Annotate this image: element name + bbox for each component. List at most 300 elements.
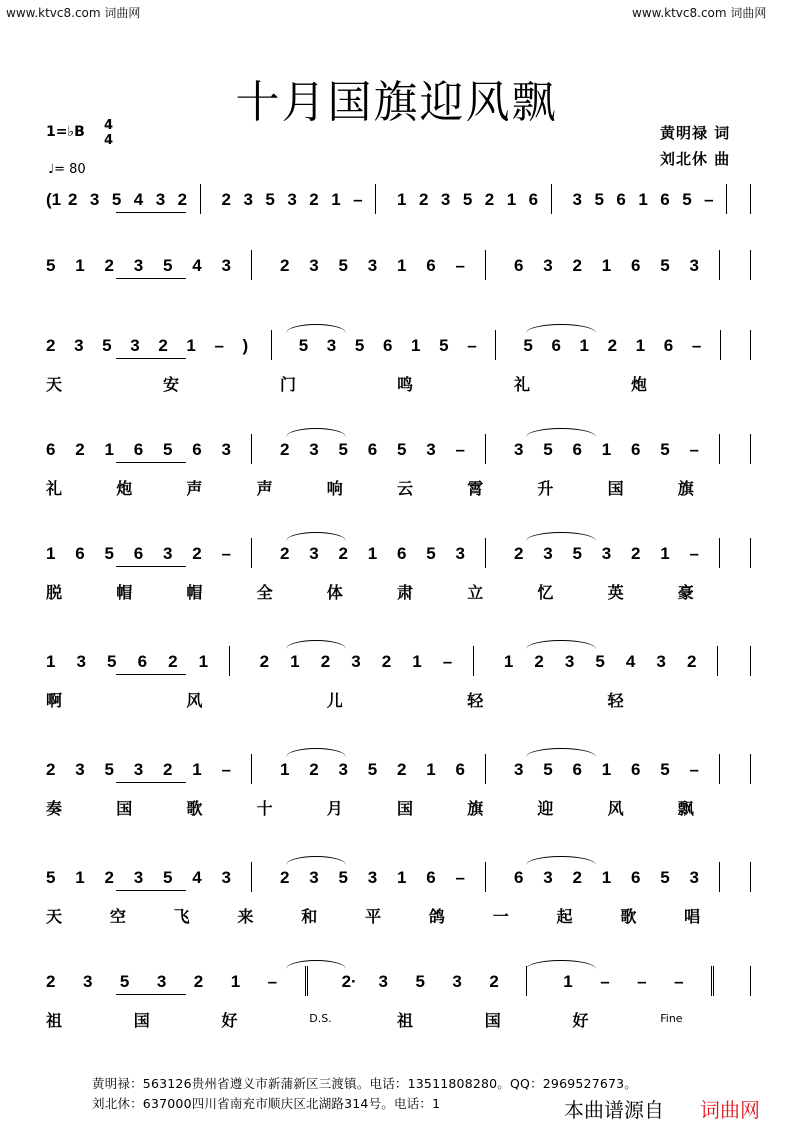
score-note: 6 [528, 190, 539, 209]
meter-top: 4 [104, 118, 114, 133]
score-note: 1 [367, 544, 378, 563]
barline [251, 538, 252, 568]
barline [375, 184, 376, 214]
barline [720, 330, 721, 360]
lyric-syllable: 好 [572, 1011, 589, 1030]
lyric-syllable: 安 [163, 375, 180, 394]
score-note: 3 [309, 440, 319, 459]
score-note: – [442, 652, 453, 671]
lyric-syllable: 月 [326, 799, 343, 818]
lyric-syllable: 炮 [116, 479, 133, 498]
score-note: 6 [660, 190, 670, 209]
lyric-syllable: 帽 [116, 583, 133, 602]
score-note: 1 [230, 972, 241, 991]
score-note: 1 [426, 760, 436, 779]
barline [485, 434, 486, 464]
score-note: 6 [426, 256, 436, 275]
score-note: 6 [631, 760, 641, 779]
lyric-syllable: 霄 [467, 479, 484, 498]
score-note: 6 [631, 440, 641, 459]
score-note: 1 [46, 652, 56, 671]
score-note: 6 [572, 440, 582, 459]
score-note: 2 [104, 256, 114, 275]
score-note: ) [242, 336, 249, 355]
score-note: 2 [280, 868, 290, 887]
lyric-syllable: D.S. [309, 1012, 332, 1025]
score-note: 3 [689, 868, 699, 887]
double-barline [305, 966, 308, 996]
score-note: 6 [133, 544, 144, 563]
score-note: 3 [367, 868, 378, 887]
score-note: 5 [111, 190, 122, 209]
lyric-syllable: 声 [186, 479, 203, 498]
score-note: – [689, 440, 699, 459]
score-note: (1 [46, 190, 62, 209]
lyric-syllable: 国 [607, 479, 624, 498]
barline [750, 250, 751, 280]
score-note: 5 [367, 760, 378, 779]
lyric-syllable: 风 [186, 691, 203, 710]
score-note: 5 [523, 336, 533, 355]
barline [719, 538, 720, 568]
barline [750, 538, 751, 568]
score-note: 1 [331, 190, 341, 209]
score-note: 5 [660, 868, 670, 887]
score-note: 1 [397, 190, 407, 209]
score-note: 3 [455, 544, 465, 563]
lyricist-credit: 黄明禄 词 [660, 124, 731, 142]
score-note: 3 [543, 256, 553, 275]
score-note: 1 [192, 760, 202, 779]
lyric-syllable: 礼 [46, 479, 63, 498]
lyric-syllable: 旗 [467, 799, 484, 818]
lyric-syllable: 唱 [684, 907, 701, 926]
lyric-syllable: 风 [607, 799, 624, 818]
score-note: 2 [309, 190, 319, 209]
score-note: 2 [192, 544, 202, 563]
score-note: – [267, 972, 278, 991]
barline [719, 434, 720, 464]
score-note: 2 [163, 760, 173, 779]
lyric-syllable: 响 [326, 479, 343, 498]
score-note: 3 [514, 440, 524, 459]
score-note: 2 [280, 256, 290, 275]
score-note: 4 [133, 190, 144, 209]
score-note: 1 [397, 868, 407, 887]
meter-bottom: 4 [104, 133, 114, 148]
barline [485, 250, 486, 280]
score-note: 6 [631, 256, 641, 275]
score-note: 5 [660, 256, 670, 275]
score-note: 5 [338, 440, 348, 459]
beam-underline [116, 890, 186, 891]
score-note: 3 [351, 652, 361, 671]
barline [750, 754, 751, 784]
score-note: 3 [133, 256, 144, 275]
barline [200, 184, 201, 214]
score-note: – [689, 760, 699, 779]
score-note: 1 [75, 868, 85, 887]
score-note: 3 [572, 190, 582, 209]
barline [229, 646, 230, 676]
score-note: 1 [75, 256, 85, 275]
lyric-syllable: 一 [492, 907, 509, 926]
score-note: 3 [163, 544, 173, 563]
lyric-syllable: 和 [301, 907, 318, 926]
score-note: 3 [689, 256, 699, 275]
score-note: 2 [607, 336, 618, 355]
score-note: 5 [462, 190, 473, 209]
score-note: 5 [46, 256, 56, 275]
score-note: 6 [572, 760, 582, 779]
lyric-syllable: 轻 [607, 691, 624, 710]
score-note: 3 [367, 256, 378, 275]
score-note: 4 [192, 256, 202, 275]
barline [750, 646, 751, 676]
score-note: 5 [46, 868, 56, 887]
score-row [0, 650, 793, 760]
score-note: 6 [192, 440, 202, 459]
barline [251, 754, 252, 784]
score-note: 2 [280, 440, 290, 459]
time-signature [104, 118, 113, 148]
score-note: 2 [381, 652, 392, 671]
lyric-syllable: 国 [397, 799, 414, 818]
lyric-syllable: 立 [467, 583, 484, 602]
score-note: 3 [155, 190, 166, 209]
score-note: 3 [543, 544, 553, 563]
score-note: 4 [625, 652, 636, 671]
lyric-syllable: 迎 [537, 799, 554, 818]
lyric-syllable: 肃 [397, 583, 414, 602]
lyric-syllable: 云 [397, 479, 414, 498]
tempo-marking: ♩= 80 [48, 162, 86, 177]
score-note: 2 [46, 972, 56, 991]
score-row [0, 542, 793, 652]
beam-underline [116, 358, 186, 359]
score-note: – [214, 336, 224, 355]
lyric-syllable: 脱 [46, 583, 63, 602]
score-note: 1 [412, 652, 422, 671]
score-note: 6 [382, 336, 393, 355]
score-note: – [221, 760, 231, 779]
score-note: 5 [682, 190, 692, 209]
score-note: – [467, 336, 477, 355]
score-note: 2 [46, 760, 56, 779]
barline [551, 184, 552, 214]
key-signature: 1=♭B [46, 124, 85, 140]
score-note: 2 [104, 868, 114, 887]
beam-underline [116, 212, 186, 213]
score-note: 1 [411, 336, 421, 355]
score-note: 3 [514, 760, 524, 779]
score-note: 5 [439, 336, 449, 355]
score-note: 3 [243, 190, 253, 209]
barline [485, 754, 486, 784]
score-note: 2 [309, 760, 319, 779]
lyric-syllable: 帽 [186, 583, 203, 602]
score-note: 5 [594, 190, 604, 209]
score-note: 6 [426, 868, 436, 887]
score-note: 3 [378, 972, 388, 991]
score-note: 2 [514, 544, 524, 563]
lyric-syllable: 空 [109, 907, 126, 926]
score-note: 3 [309, 868, 319, 887]
footer-composer-address: 刘北休：637000四川省南充市顺庆区北湖路314号。电话：1 [92, 1096, 441, 1111]
score-note: 2 [338, 544, 348, 563]
barline [717, 646, 718, 676]
score-note: 6 [397, 544, 407, 563]
score-note: 1 [579, 336, 589, 355]
score-note: 6 [514, 256, 524, 275]
score-note: 2 [193, 972, 204, 991]
lyric-syllable: 十 [256, 799, 273, 818]
score-note: 3 [221, 256, 231, 275]
score-note: 5 [119, 972, 130, 991]
score-note: 3 [82, 972, 93, 991]
score-note: 2 [320, 652, 331, 671]
lyric-syllable: 忆 [537, 583, 554, 602]
score-note: 1 [601, 440, 612, 459]
lyric-syllable: 鸽 [428, 907, 445, 926]
score-note: – [221, 544, 231, 563]
score-note: 5 [543, 760, 553, 779]
watermark-right: www.ktvc8.com 词曲网 [632, 6, 767, 20]
lyric-syllable: 好 [221, 1011, 238, 1030]
score-note: 3 [452, 972, 462, 991]
score-note: 3 [656, 652, 666, 671]
lyric-syllable: 啊 [46, 691, 63, 710]
barline [726, 184, 727, 214]
score-note: 1 [563, 972, 573, 991]
lyric-syllable: 飞 [173, 907, 190, 926]
score-note: 3 [309, 256, 319, 275]
score-note: 5 [104, 544, 114, 563]
double-barline [711, 966, 714, 996]
score-note: 6 [46, 440, 56, 459]
score-note: – [674, 972, 684, 991]
score-note: 6 [455, 760, 465, 779]
barline [251, 250, 252, 280]
score-note: 6 [133, 440, 144, 459]
score-note: 1 [506, 190, 517, 209]
barline [719, 754, 720, 784]
lyric-syllable: 轻 [467, 691, 484, 710]
score-note: 3 [326, 336, 337, 355]
score-note: 3 [75, 760, 85, 779]
score-note: 5 [572, 544, 582, 563]
song-title: 十月国旗迎风飘 [235, 77, 558, 128]
score-note: 1 [601, 868, 612, 887]
score-note: – [689, 544, 699, 563]
lyric-syllable: 奏 [46, 799, 63, 818]
composer-credit: 刘北休 曲 [660, 150, 731, 168]
score-note: 3 [309, 544, 319, 563]
barline [750, 862, 751, 892]
score-note: 5 [354, 336, 365, 355]
score-note: 2 [397, 760, 407, 779]
score-note: – [600, 972, 610, 991]
score-note: 5 [265, 190, 275, 209]
score-row [0, 970, 793, 1080]
score-note: 6 [367, 440, 378, 459]
beam-underline [116, 566, 186, 567]
score-note: 6 [514, 868, 524, 887]
barline [750, 966, 751, 996]
lyric-syllable: 天 [46, 375, 63, 394]
barline [485, 538, 486, 568]
score-note: 2 [75, 440, 85, 459]
lyric-syllable: 祖 [397, 1011, 414, 1030]
lyric-syllable: 飘 [677, 799, 694, 818]
lyric-syllable: 天 [46, 907, 63, 926]
lyric-syllable: 升 [537, 479, 554, 498]
score-note: 6 [551, 336, 561, 355]
beam-underline [116, 782, 186, 783]
lyric-syllable: 炮 [631, 375, 648, 394]
lyric-syllable: 歌 [620, 907, 637, 926]
score-note: – [691, 336, 702, 355]
score-note: 5 [415, 972, 425, 991]
beam-underline [116, 674, 186, 675]
score-note: 6 [631, 868, 641, 887]
score-note: 3 [221, 440, 231, 459]
lyric-syllable: 鸣 [397, 375, 414, 394]
score-note: 4 [192, 868, 202, 887]
score-note: 1 [104, 440, 114, 459]
barline [750, 184, 751, 214]
score-note: 1 [198, 652, 209, 671]
barline [750, 330, 751, 360]
beam-underline [116, 994, 186, 995]
footer-lyricist-address: 黄明禄：563126贵州省遵义市新蒲新区三渡镇。电话：13511808280。QQ：2969527673。 [92, 1076, 638, 1091]
score-note: 1 [660, 544, 670, 563]
score-note: – [637, 972, 647, 991]
score-note: 3 [76, 652, 86, 671]
score-note: 3 [426, 440, 436, 459]
score-note: 2 [572, 256, 582, 275]
barline [473, 646, 474, 676]
score-note: 1 [601, 256, 612, 275]
score-note: 5 [595, 652, 605, 671]
score-note: 5 [104, 760, 114, 779]
score-note: 2 [67, 190, 78, 209]
score-note: 2 [221, 190, 231, 209]
score-note: 5 [543, 440, 553, 459]
score-note: 5 [338, 868, 348, 887]
brand-source-text: 本曲谱源自 [564, 1098, 664, 1122]
score-note: 2 [534, 652, 544, 671]
score-note: 3 [564, 652, 575, 671]
score-note: 2 [631, 544, 641, 563]
score-note: 3 [338, 760, 348, 779]
score-note: 1 [46, 544, 56, 563]
score-note: 3 [601, 544, 612, 563]
barline [251, 862, 252, 892]
lyric-syllable: 歌 [186, 799, 203, 818]
lyric-syllable: 国 [484, 1011, 501, 1030]
score-note: 3 [133, 760, 144, 779]
score-note: 2 [259, 652, 270, 671]
score-note: 6 [663, 336, 674, 355]
score-note: 5 [298, 336, 309, 355]
lyric-syllable: 豪 [677, 583, 694, 602]
score-note: 1 [638, 190, 648, 209]
score-note: 5 [660, 440, 670, 459]
score-note: 1 [280, 760, 290, 779]
barline [271, 330, 272, 360]
score-note: 2 [177, 190, 188, 209]
lyric-syllable: 礼 [514, 375, 531, 394]
score-note: – [353, 190, 363, 209]
barline [495, 330, 496, 360]
score-note: 2 [484, 190, 495, 209]
score-note: – [455, 256, 465, 275]
score-note: – [455, 868, 465, 887]
barline [719, 862, 720, 892]
lyric-syllable: Fine [660, 1012, 683, 1025]
score-note: 3 [440, 190, 451, 209]
score-note: 6 [137, 652, 148, 671]
score-note: 5 [107, 652, 117, 671]
score-row [0, 334, 793, 444]
score-note: 1 [186, 336, 196, 355]
score-note: 3 [74, 336, 84, 355]
score-note: 3 [133, 868, 144, 887]
lyric-syllable: 旗 [677, 479, 694, 498]
score-note: 3 [130, 336, 140, 355]
score-note: 5 [102, 336, 112, 355]
lyric-syllable: 声 [256, 479, 273, 498]
lyric-syllable: 平 [365, 907, 382, 926]
score-note: 2 [168, 652, 178, 671]
score-note: 3 [287, 190, 297, 209]
score-note: 1 [290, 652, 300, 671]
score-note: 6 [75, 544, 85, 563]
score-row [0, 866, 793, 976]
lyric-syllable: 英 [607, 583, 624, 602]
score-note: 1 [503, 652, 514, 671]
lyric-syllable: 门 [280, 375, 297, 394]
score-note: 6 [616, 190, 626, 209]
lyric-syllable: 全 [256, 583, 273, 602]
brand-site-name[interactable]: 词曲网 [700, 1098, 760, 1122]
lyric-syllable: 起 [556, 907, 573, 926]
score-note: 2 [46, 336, 56, 355]
barline [485, 862, 486, 892]
score-note: 2 [280, 544, 290, 563]
lyric-syllable: 国 [116, 799, 133, 818]
score-row [0, 438, 793, 548]
score-note: 3 [89, 190, 100, 209]
score-note: 2 [572, 868, 582, 887]
score-note: 5 [397, 440, 407, 459]
score-note: 2 [686, 652, 697, 671]
barline [719, 250, 720, 280]
score-note: 3 [543, 868, 553, 887]
score-note: 5 [163, 868, 173, 887]
score-row [0, 758, 793, 868]
beam-underline [116, 462, 186, 463]
score-note: 5 [163, 440, 173, 459]
lyric-syllable: 体 [326, 583, 343, 602]
score-note: 5 [338, 256, 348, 275]
lyric-syllable: 儿 [326, 691, 343, 710]
score-note: 1 [397, 256, 407, 275]
score-note: 5 [660, 760, 670, 779]
barline [750, 434, 751, 464]
barline [526, 966, 527, 996]
